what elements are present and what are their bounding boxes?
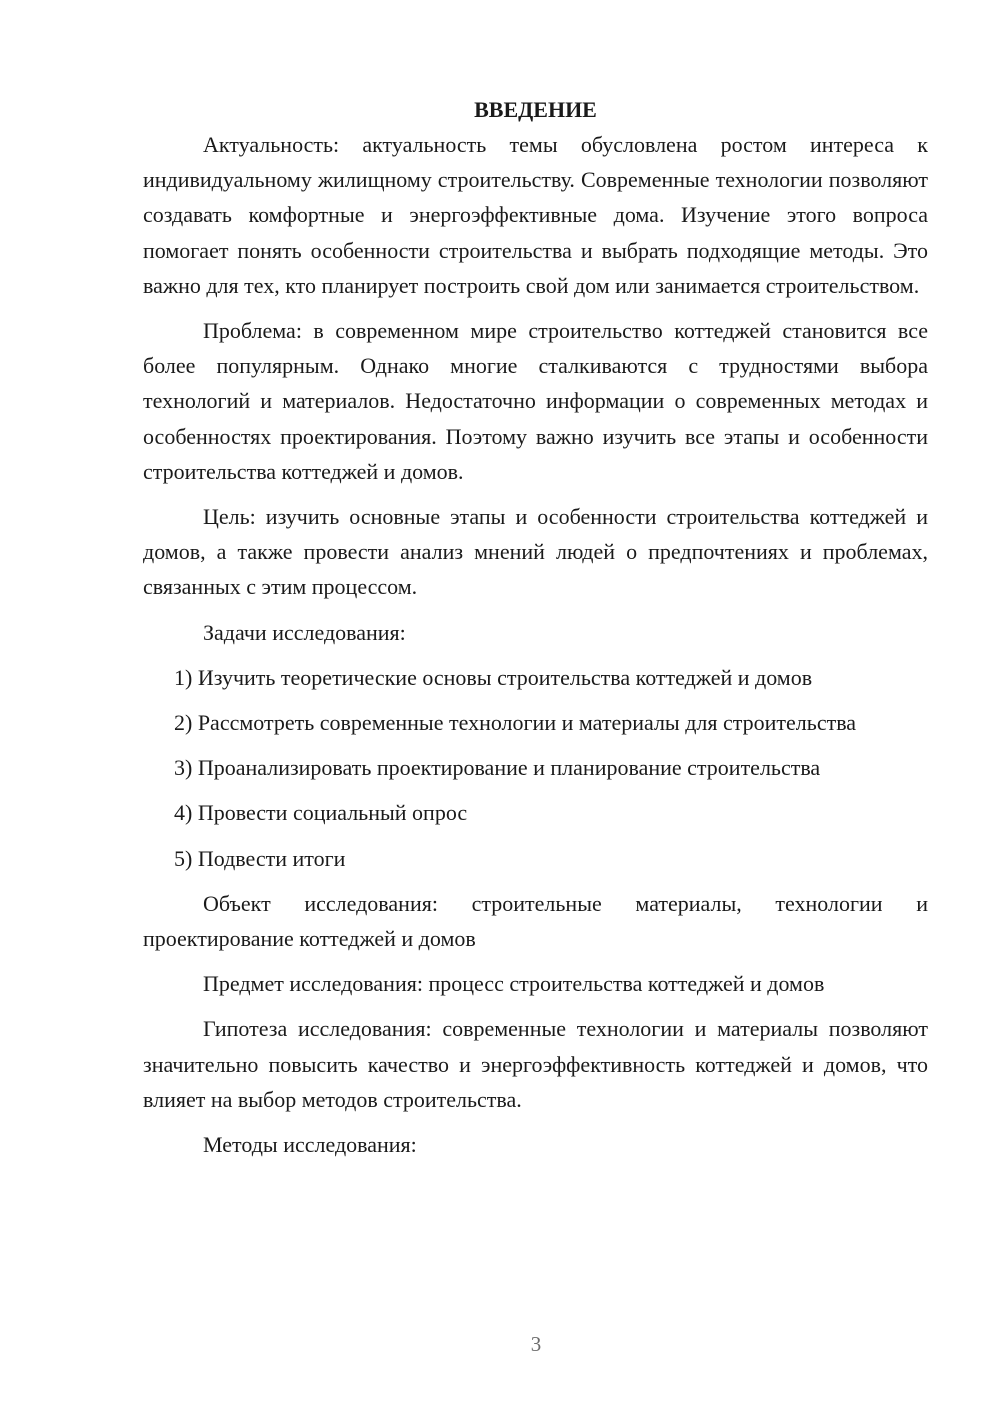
page-number: 3 [530,1332,542,1356]
problem-paragraph: Проблема: в современном мире строительство коттеджей становится все более популярным. Однако многие сталкиваются с трудностями выбора технологий и материалов. Недостаточно информации о современных методах и особенностях проектирования. Поэтому важно изучить все этапы и особенности строительства коттеджей и домов. [143,318,928,484]
object-paragraph: Объект исследования: строительные материалы, технологии и проектирование коттеджей и домов [143,890,928,952]
task-item-2: 2) Рассмотреть современные технологии и материалы для строительства [174,710,857,736]
task-item-3: 3) Проанализировать проектирование и планирование строительства [174,755,821,781]
task-item-5: 5) Подвести итоги [174,845,346,871]
task-item-1: 1) Изучить теоретические основы строительства коттеджей и домов [174,664,813,690]
task-item-4: 4) Провести социальный опрос [174,800,468,826]
relevance-paragraph: Актуальность: актуальность темы обусловлена ростом интереса к индивидуальному жилищному строительству. Современные технологии позволяют создавать комфортные и энергоэффективные дома. Изучение этого вопроса помогает понять особенности строительства и выбрать подходящие методы. Это важно для тех, кто планирует построить свой дом или занимается строительством. [143,132,928,298]
subject-paragraph: Предмет исследования: процесс строительства коттеджей и домов [203,971,825,997]
methods-heading: Методы исследования: [203,1132,417,1158]
tasks-heading: Задачи исследования: [203,619,406,645]
goal-paragraph: Цель: изучить основные этапы и особенности строительства коттеджей и домов, а также провести анализ мнений людей о предпочтениях и проблемах, связанных с этим процессом. [143,504,928,600]
page-content [143,93,928,1172]
section-title: ВВЕДЕНИЕ [474,97,597,122]
hypothesis-paragraph: Гипотеза исследования: современные технологии и материалы позволяют значительно повысить качество и энергоэффективность коттеджей и домов, что влияет на выбор методов строительства. [143,1016,928,1112]
